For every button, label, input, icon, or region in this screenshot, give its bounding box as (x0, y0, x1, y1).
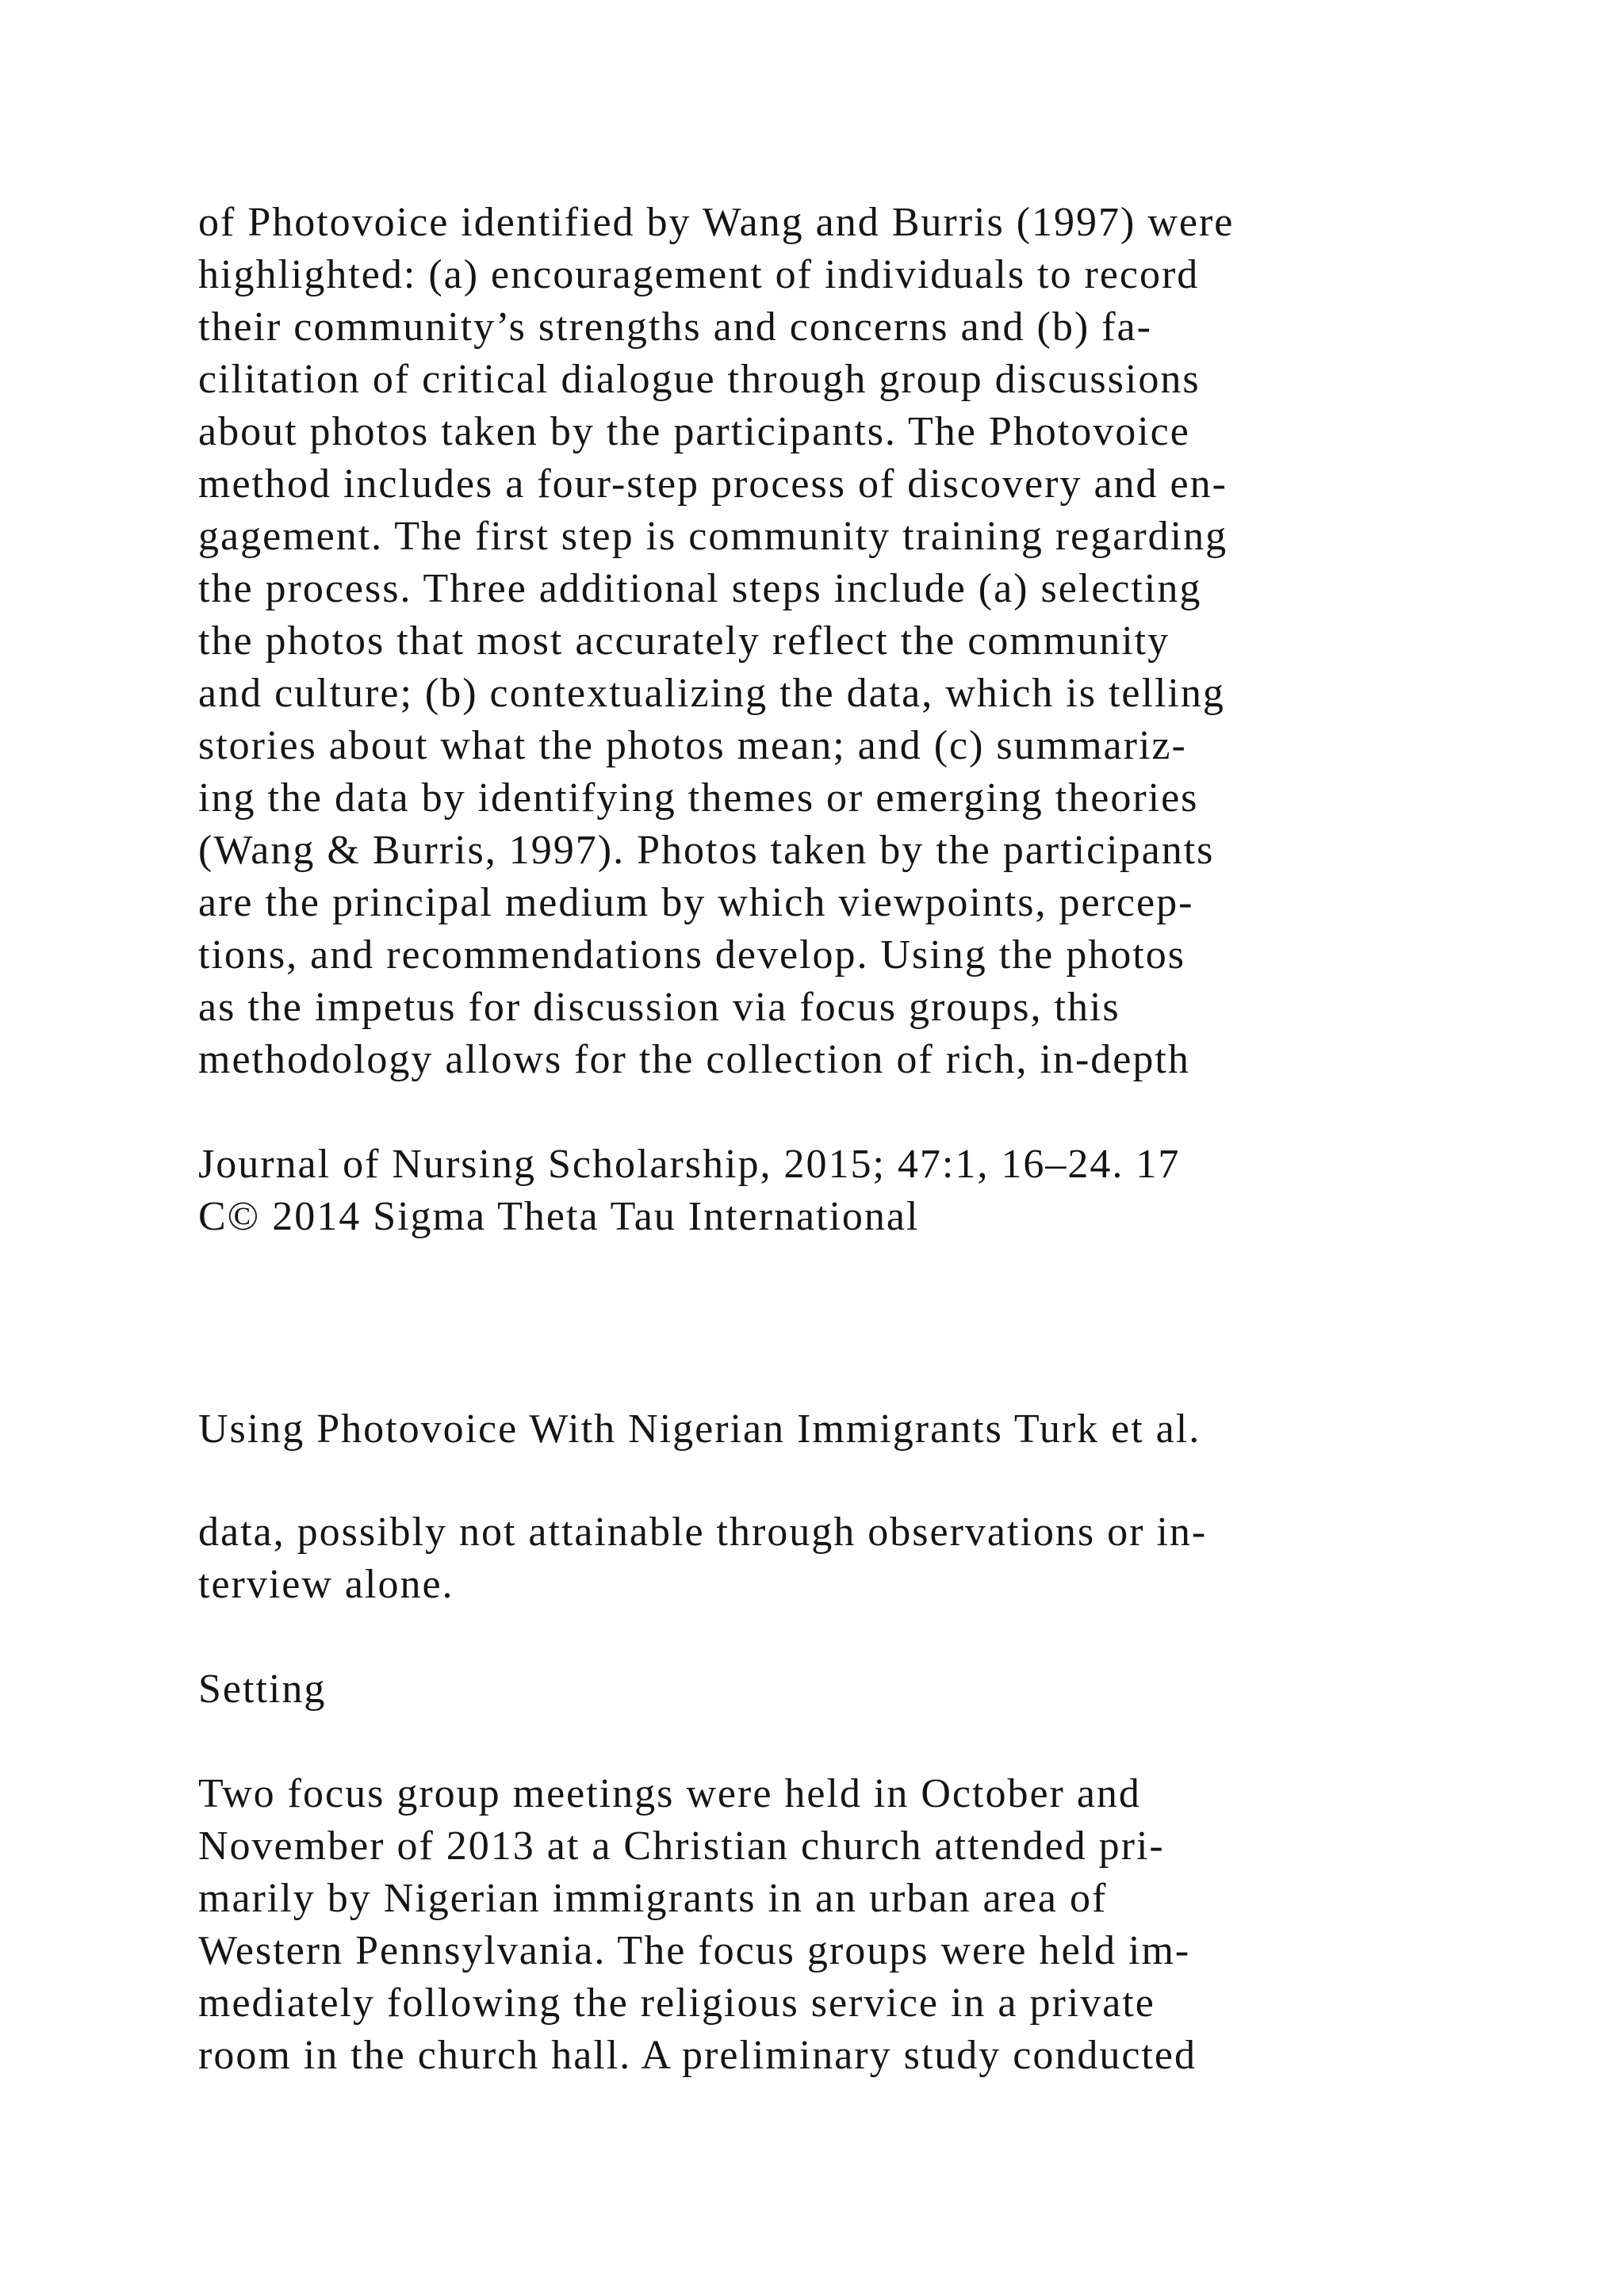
text-line: room in the church hall. A preliminary study conducted (198, 2033, 1197, 2078)
text-line: ing the data by identifying themes or emerging theories (198, 775, 1199, 821)
text-line: terview alone. (198, 1562, 454, 1607)
section-heading: Setting (198, 1667, 327, 1712)
text-line: the process. Three additional steps include (a) selecting (198, 566, 1202, 611)
text-line: as the impetus for discussion via focus groups, this (198, 985, 1120, 1030)
text-line: Two focus group meetings were held in October and (198, 1771, 1141, 1816)
running-header: Using Photovoice With Nigerian Immigrants Turk et al. (198, 1406, 1201, 1452)
text-line: cilitation of critical dialogue through group discussions (198, 357, 1201, 402)
copyright-notice: C© 2014 Sigma Theta Tau International (198, 1194, 920, 1239)
text-line: marily by Nigerian immigrants in an urban area of (198, 1876, 1108, 1921)
text-line: methodology allows for the collection of rich, in-depth (198, 1037, 1190, 1082)
text-line: (Wang & Burris, 1997). Photos taken by the participants (198, 828, 1215, 873)
text-line: Western Pennsylvania. The focus groups were held im- (198, 1928, 1191, 1973)
text-line: gagement. The first step is community training regarding (198, 514, 1228, 559)
text-line: and culture; (b) contextualizing the data, which is telling (198, 671, 1225, 716)
text-line: mediately following the religious service in a private (198, 1980, 1155, 2026)
text-line: their community’s strengths and concerns and (b) fa- (198, 304, 1152, 350)
text-line: are the principal medium by which viewpoints, percep- (198, 880, 1194, 925)
journal-citation: Journal of Nursing Scholarship, 2015; 47:1, 16–24. 17 (198, 1142, 1181, 1187)
text-line: highlighted: (a) encouragement of individuals to record (198, 252, 1200, 297)
text-line: tions, and recommendations develop. Using the photos (198, 932, 1185, 978)
text-line: of Photovoice identified by Wang and Burris (1997) were (198, 200, 1235, 245)
text-line: data, possibly not attainable through observations or in- (198, 1510, 1208, 1555)
text-line: method includes a four-step process of discovery and en- (198, 461, 1228, 507)
text-line: November of 2013 at a Christian church attended pri- (198, 1823, 1165, 1869)
text-line: about photos taken by the participants. The Photovoice (198, 409, 1190, 454)
text-line: stories about what the photos mean; and (c) summariz- (198, 723, 1187, 768)
text-line: the photos that most accurately reflect the community (198, 618, 1170, 664)
